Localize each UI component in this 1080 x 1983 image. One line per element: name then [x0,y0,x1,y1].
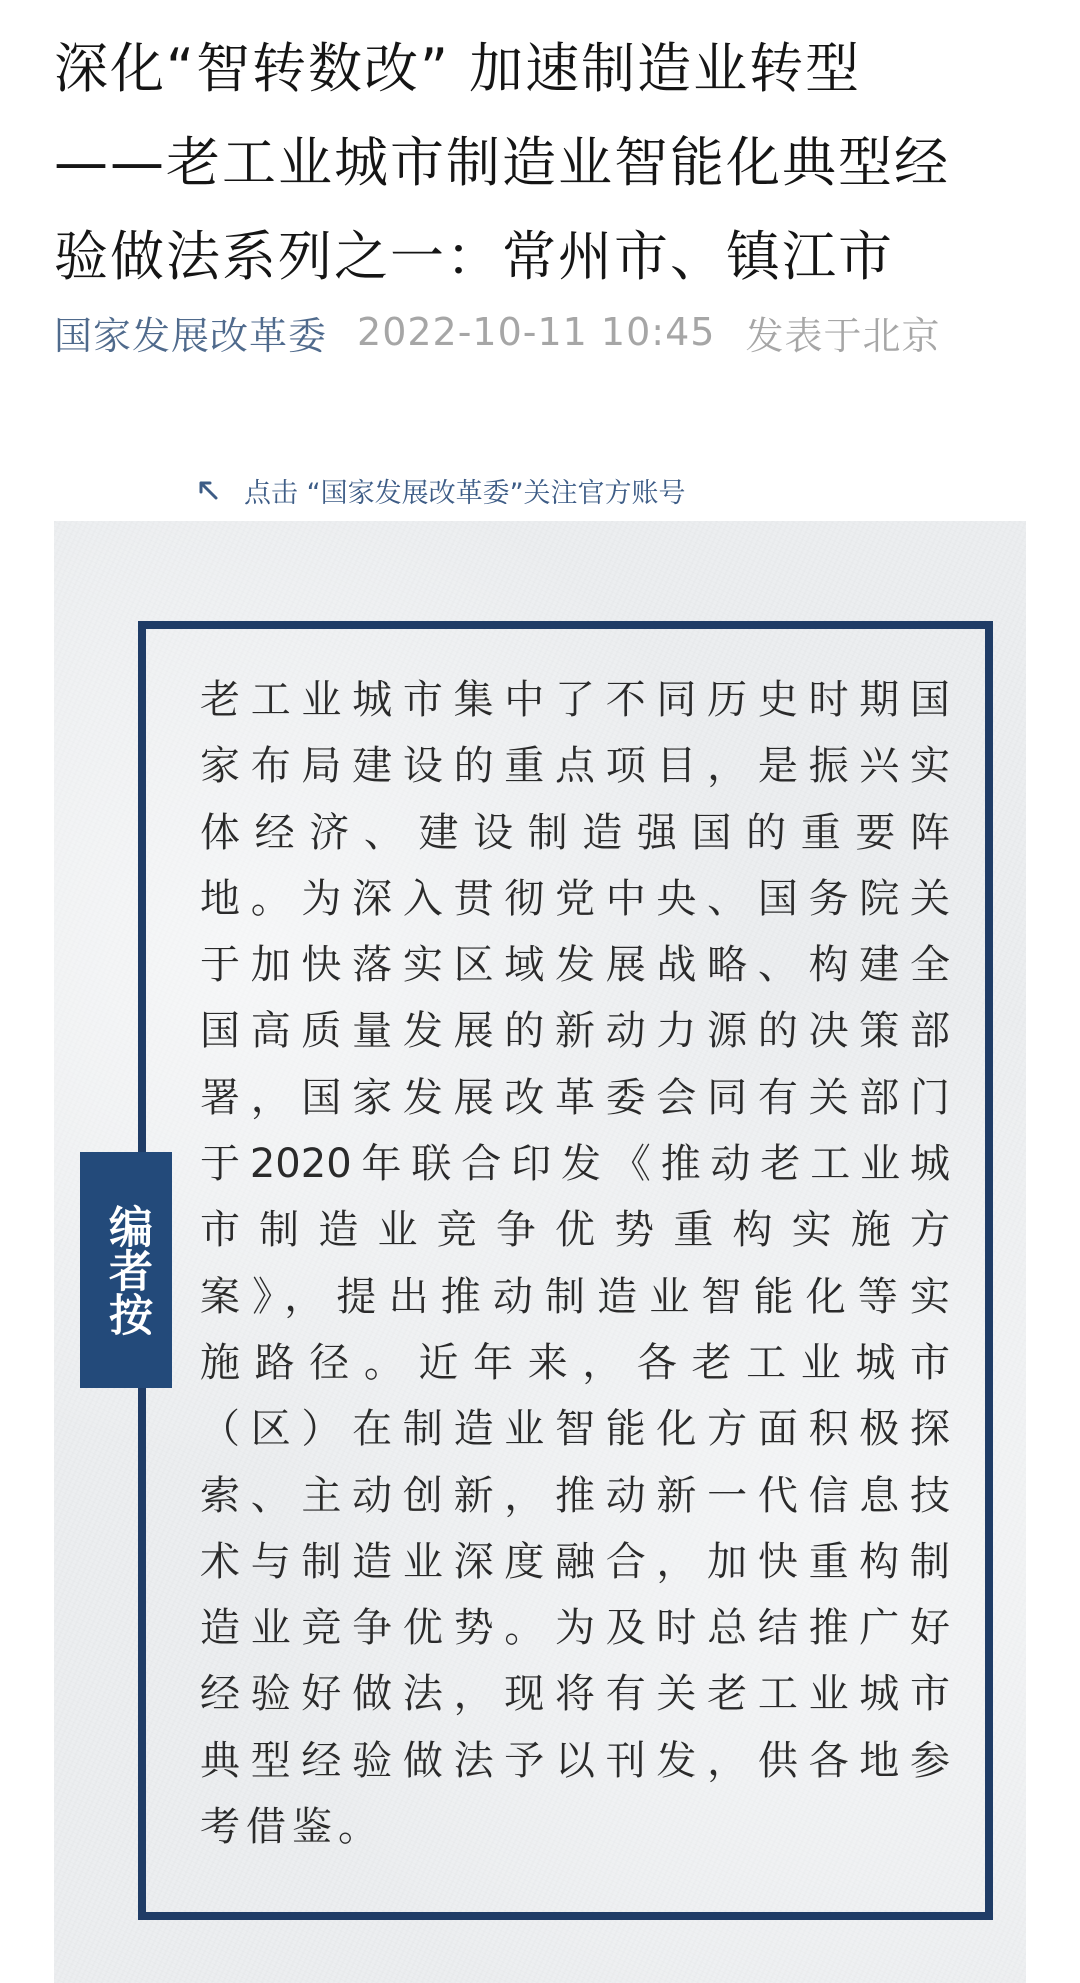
account-name-link[interactable]: 国家发展改革委 [54,313,328,358]
editor-note-line: 国高质量发展的新动力源的决策部 [200,1008,950,1055]
editor-note-line: 老工业城市集中了不同历史时期国 [200,677,950,723]
editor-note-line: 考借鉴。 [200,1804,384,1851]
follow-prompt-text: 点击 “国家发展改革委”关注官方账号 [244,477,686,509]
publish-location: 发表于北京 [745,313,941,358]
editor-note-line: 案》，提出推动制造业智能化等实 [200,1273,950,1320]
article-title-line: ——老工业城市制造业智能化典型经 [54,131,950,194]
editor-note-line: 索、主动创新，推动新一代信息技 [200,1472,950,1519]
editor-note-line: 体经济、建设制造强国的重要阵 [200,809,950,856]
editor-note-line: 术与制造业深度融合，加快重构制 [200,1538,950,1585]
article-title-line: 验做法系列之一：常州市、镇江市 [54,225,894,288]
editor-note-line: 于加快落实区域发展战略、构建全 [200,942,950,989]
editor-note-line: 地。为深入贯彻党中央、国务院关 [200,875,950,922]
follow-account-prompt[interactable] [196,466,686,514]
editor-note-line: 市制造业竞争优势重构实施方 [200,1207,950,1254]
arrow-up-left-icon [196,478,220,502]
article-title-line: 深化“智转数改” 加速制造业转型 [54,37,862,100]
editor-note-line: 典型经验做法予以刊发，供各地参 [200,1737,950,1784]
editor-note-line: 经验好做法，现将有关老工业城市 [200,1671,950,1718]
editor-note-line: 署，国家发展改革委会同有关部门 [200,1074,950,1121]
editor-note-line: 家布局建设的重点项目，是振兴实 [200,743,950,790]
article-title [54,22,1044,304]
publish-date: 2022-10-11 10:45 [357,310,716,354]
editor-note-body [200,667,950,1860]
editor-note-line: 于2020年联合印发《推动老工业城 [200,1141,950,1188]
editor-note-tag: 编者按 [80,1152,172,1388]
editor-note-line: （区）在制造业智能化方面积极探 [200,1406,950,1453]
editor-note-line: 施路径。近年来，各老工业城市 [200,1339,950,1386]
editor-note-line: 造业竞争优势。为及时总结推广好 [200,1605,950,1652]
article-meta [54,302,940,362]
